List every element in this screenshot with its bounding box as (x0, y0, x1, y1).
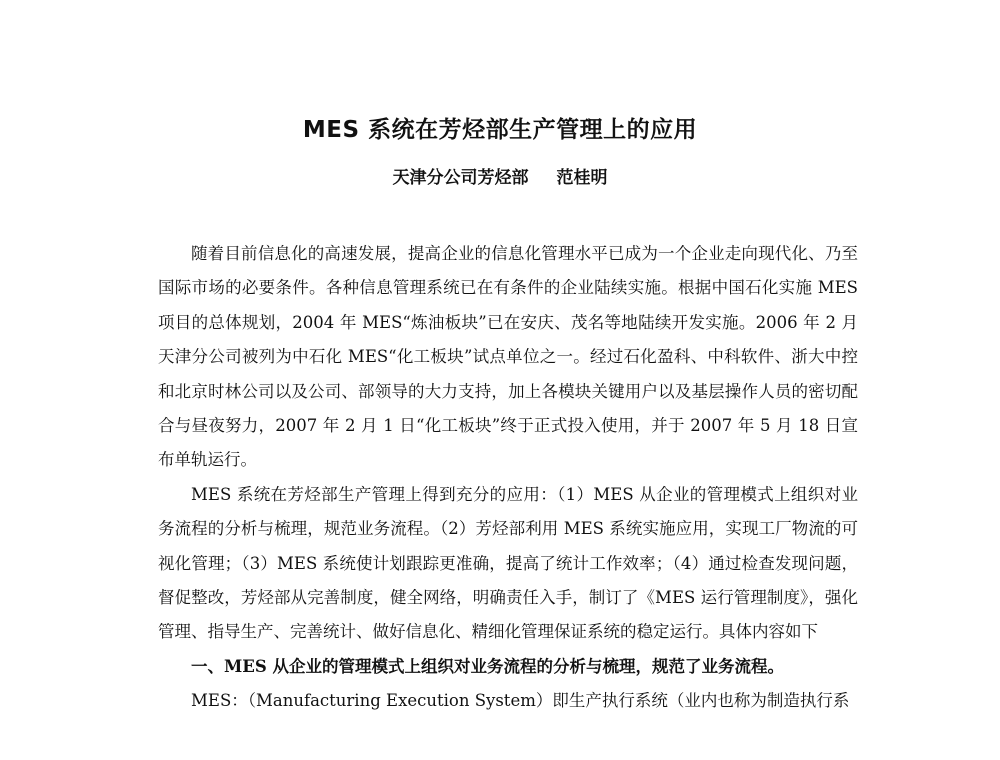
paragraph-intro: 随着目前信息化的高速发展，提高企业的信息化管理水平已成为一个企业走向现代化、乃至国际市场的必要条件。各种信息管理系统已在有条件的企业陆续实施。根据中国石化实施 MES 项目的总体规划，2004 年 MES“炼油板块”已在安庆、茂名等地陆续开发实施。2006 年 2 月天津分公司被列为中石化 MES“化工板块”试点单位之一。经过石化盈科、中科软件、浙大中控和北京时林公司以及公司、部领导的大力支持，加上各模块关键用户以及基层操作人员的密切配合与昼夜努力，2007 年 2 月 1 日“化工板块”终于正式投入使用，并于 2007 年 5 月 18 日宣布单轨运行。 (158, 244, 858, 470)
author-line (0, 163, 1000, 188)
body-text (158, 237, 858, 719)
section-heading: 一、MES 从企业的管理模式上组织对业务流程的分析与梳理，规范了业务流程。 (191, 656, 785, 676)
page-title: MES 系统在芳烃部生产管理上的应用 (302, 117, 698, 143)
author-affiliation: 天津分公司芳烃部 (392, 168, 529, 188)
author-name: 范桂明 (556, 168, 608, 188)
paragraph-summary: MES 系统在芳烃部生产管理上得到充分的应用：（1）MES 从企业的管理模式上组织对业务流程的分析与梳理，规范业务流程。（2）芳烃部利用 MES 系统实施应用，实现工厂物流的可视化管理；（3）MES 系统使计划跟踪更准确，提高了统计工作效率；（4）通过检查发现问题，督促整改，芳烃部从完善制度，健全网络，明确责任入手，制订了《MES 运行管理制度》，强化管理、指导生产、完善统计、做好信息化、精细化管理保证系统的稳定运行。具体内容如下 (158, 484, 858, 642)
paragraph-mes-definition: MES：（Manufacturing Execution System）即生产执行系统（业内也称为制造执行系 (191, 691, 850, 711)
